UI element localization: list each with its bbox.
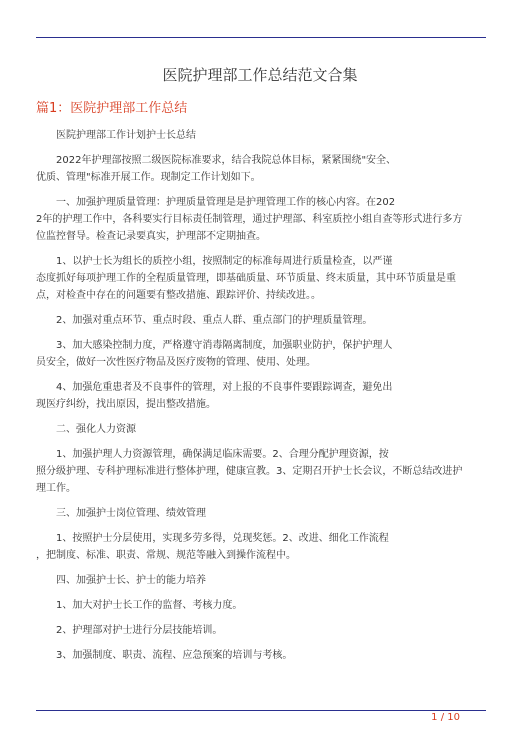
paragraph [36,421,486,438]
paragraph [36,194,486,245]
paragraph-line: 医院护理部工作计划护士长总结 [56,130,196,141]
paragraph-line: 位监控督导。检查记录要真实，护理部不定期抽查。 [36,231,266,242]
header-rule [36,37,486,38]
paragraph-line: 现医疗纠纷，找出原因，提出整改措施。 [36,399,216,410]
paragraph-line: 优质、管理"标准开展工作。现制定工作计划如下。 [36,172,261,183]
paragraph-line: 三、加强护士岗位管理、绩效管理 [56,508,206,519]
paragraph-line: 2、护理部对护士进行分层技能培训。 [56,625,223,636]
paragraph [36,127,486,144]
paragraph-line: 3、加大感染控制力度，严格遵守消毒隔离制度，加强职业防护，保护护理人 [56,340,393,351]
paragraph [36,647,486,664]
paragraph-line: 照分级护理、专科护理标准进行整体护理，健康宣教。3、定期召开护士长会议，不断总结改进护 [36,466,463,477]
document-body [36,127,486,664]
footer-rule [36,710,486,711]
paragraph-line: 一、加强护理质量管理：护理质量管理是是护理管理工作的核心内容。在202 [56,197,396,208]
paragraph [36,253,486,304]
section-heading: 篇1：医院护理部工作总结 [36,101,188,116]
paragraph [36,379,486,413]
paragraph-line: 四、加强护士长、护士的能力培养 [56,575,206,586]
paragraph [36,530,486,564]
paragraph [36,505,486,522]
paragraph-line: 点，对检查中存在的问题要有整改措施、跟踪评价、持续改进。。 [36,290,321,301]
paragraph-line: 二、强化人力资源 [56,424,136,435]
paragraph [36,152,486,186]
paragraph-line: 1、加强护理人力资源管理，确保满足临床需要。2、合理分配护理资源，按 [56,449,389,460]
paragraph [36,337,486,371]
paragraph-line: 2022年护理部按照二级医院标准要求，结合我院总体目标，紧紧围绕"安全、 [56,155,397,166]
paragraph-line: 员安全，做好一次性医疗物品及医疗废物的管理、使用、处理。 [36,357,316,368]
paragraph [36,597,486,614]
paragraph-line: ，把制度、标准、职责、常规、规范等融入到操作流程中。 [36,550,296,561]
paragraph-line: 1、按照护士分层使用，实现多劳多得，兑现奖惩。2、改进、细化工作流程 [56,533,389,544]
paragraph-line: 3、加强制度、职责、流程、应急预案的培训与考核。 [56,650,293,661]
page-indicator: 1 / 10 [431,712,460,723]
paragraph [36,572,486,589]
paragraph [36,622,486,639]
paragraph-line: 1、以护士长为组长的质控小组，按照制定的标准每周进行质量检查，以严谨 [56,256,393,267]
paragraph-line: 2年的护理工作中，各科要实行目标责任制管理，通过护理部、科室质控小组自查等形式进行多方 [36,214,463,225]
paragraph [36,446,486,497]
paragraph-line: 2、加强对重点环节、重点时段、重点人群、重点部门的护理质量管理。 [56,315,373,326]
paragraph-line: 1、加大对护士长工作的监督、考核力度。 [56,600,243,611]
paragraph [36,312,486,329]
paragraph-line: 理工作。 [36,483,76,494]
paragraph-line: 态度抓好每项护理工作的全程质量管理，即基础质量、环节质量、终末质量，其中环节质量是重 [36,273,456,284]
paragraph-line: 4、加强危重患者及不良事件的管理，对上报的不良事件要跟踪调查，避免出 [56,382,393,393]
document-title: 医院护理部工作总结范文合集 [162,66,358,84]
